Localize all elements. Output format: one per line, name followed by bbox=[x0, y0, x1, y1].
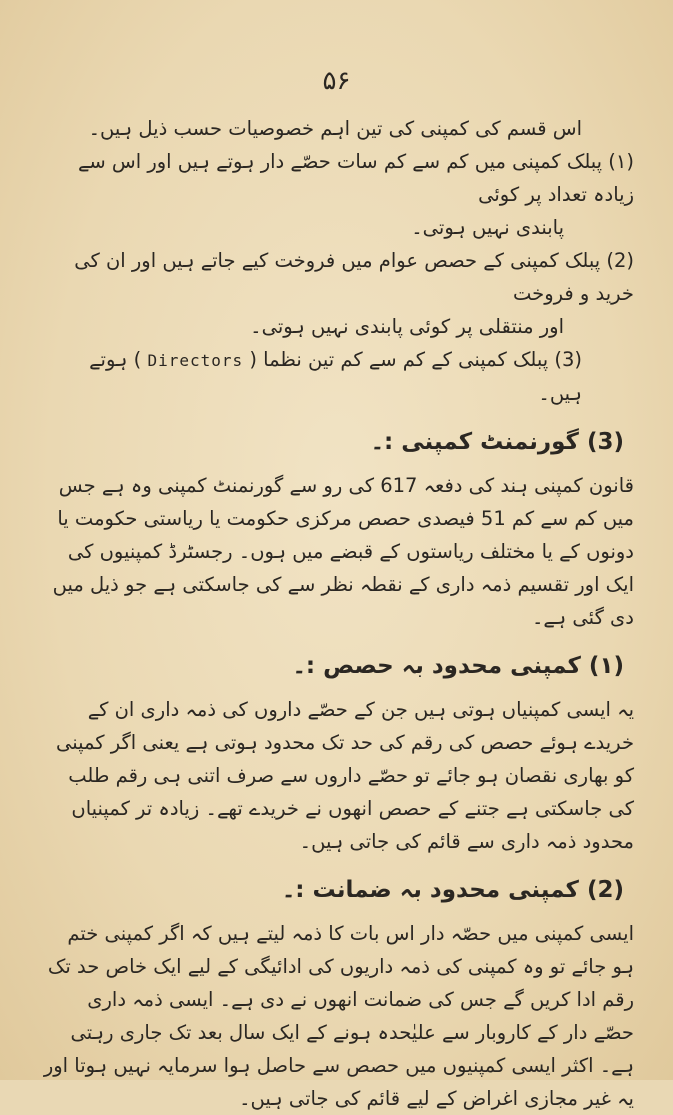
intro-line: اس قسم کی کمپنی کی تین اہم خصوصیات حسب ذیل ہیں۔ bbox=[88, 117, 582, 140]
heading-limited-by-guarantee: (2) کمپنی محدود بہ ضمانت :۔ bbox=[281, 877, 624, 903]
feature-2-line-2: اور منتقلی پر کوئی پابندی نہیں ہوتی۔ bbox=[250, 315, 564, 338]
body-limited-by-guarantee: ایسی کمپنی میں حصّہ دار اس بات کا ذمہ لیتے ہیں کہ اگر کمپنی ختم ہو جائے تو وہ کمپنی کی ذمہ داریوں کی ادائیگی کے لیے ایک خاص حد تک رقم ادا کریں گے جس کی ضمانت انھوں نے دی ہے۔ ایسی ذمہ داری حصّے دار کے کاروبار سے علیٰحدہ ہونے کے ایک سال بعد تک جاری رہتی ہے۔ اکثر ایسی کمپنیوں میں حصص سے حاصل ہوا سرمایہ نہیں ہوتا اور یہ غیر مجازی اغراض کے لیے قائم کی جاتی ہیں۔ bbox=[43, 922, 634, 1110]
page-number: ۵۶ bbox=[322, 66, 351, 96]
heading-limited-by-shares: (۱) کمپنی محدود بہ حصص :۔ bbox=[292, 653, 624, 679]
body-limited-by-shares: یہ ایسی کمپنیاں ہوتی ہیں جن کے حصّے داروں کی ذمہ داری ان کے خریدے ہوئے حصص کی رقم کی حد تک محدود ہوتی ہے یعنی اگر کمپنی کو بھاری نقصان ہو جائے تو حصّے داروں سے صرف اتنی ہی رقم طلب کی جاسکتی ہے جتنے کے حصص انھوں نے خریدے تھے۔ زیادہ تر کمپنیاں محدود ذمہ داری سے قائم کی جاتی ہیں۔ bbox=[55, 698, 634, 853]
feature-1-line-2: پابندی نہیں ہوتی۔ bbox=[411, 216, 564, 239]
feature-3-prefix: (3) پبلک کمپنی کے کم سے کم تین نظما ( bbox=[249, 348, 582, 371]
feature-1-line-1: (۱) پبلک کمپنی میں کم سے کم سات حصّے دار ہوتے ہیں اور اس سے زیادہ تعداد پر کوئی bbox=[77, 150, 634, 206]
feature-3-suffix: ) ہوتے ہیں۔ bbox=[89, 348, 582, 405]
body-government-company: قانون کمپنی ہند کی دفعہ 617 کی رو سے گورنمنٹ کمپنی وہ ہے جس میں کم سے کم 51 فیصدی حصص مرکزی حکومت یا ریاستی حکومت یا دونوں کے یا مختلف ریاستوں کے قبضے میں ہوں۔ رجسٹرڈ کمپنیوں کی ایک اور تقسیم ذمہ داری کے نقطہ نظر سے کی جاسکتی ہے جو ذیل میں دی گئی ہے۔ bbox=[52, 474, 634, 629]
feature-3 bbox=[42, 343, 634, 410]
page-content bbox=[42, 112, 634, 1115]
feature-2-line-1: (2) پبلک کمپنی کے حصص عوام میں فروخت کیے جاتے ہیں اور ان کی خرید و فروخت bbox=[74, 249, 634, 305]
heading-government-company: (3) گورنمنٹ کمپنی :۔ bbox=[370, 429, 624, 455]
feature-3-english-term: Directors bbox=[147, 351, 244, 370]
